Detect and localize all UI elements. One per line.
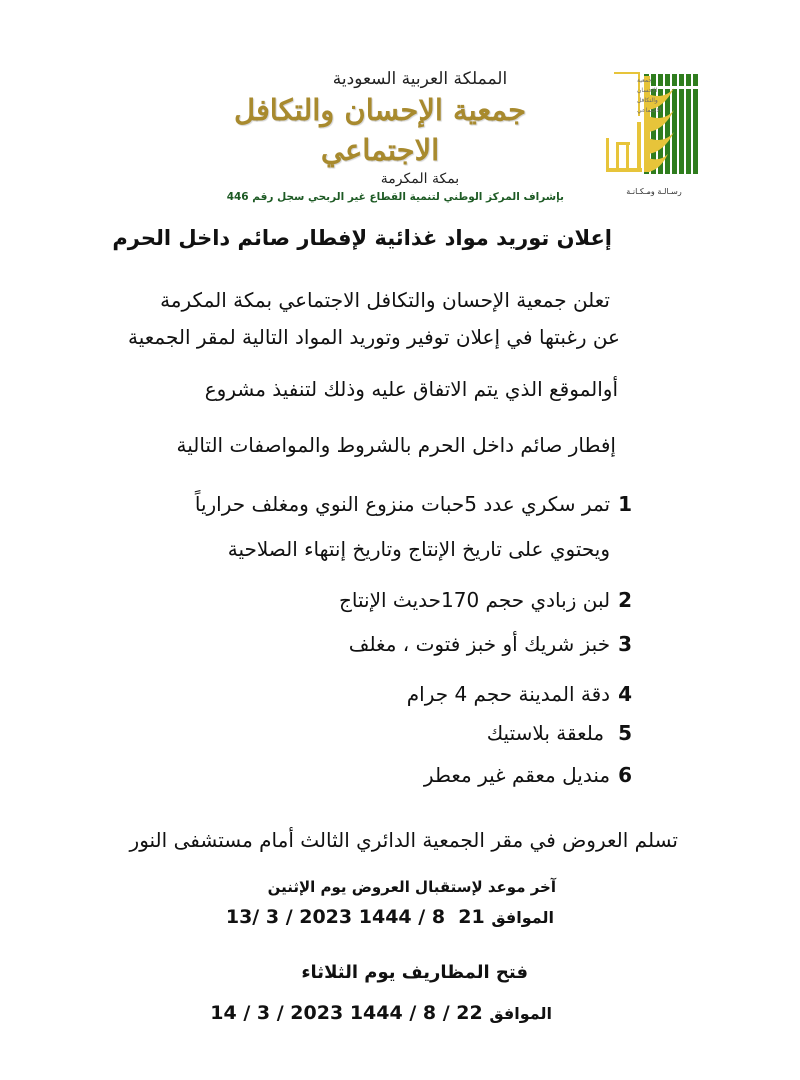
opening-gregorian: 14 / 3 / 2023	[210, 1002, 344, 1024]
deadline-gregorian: 13/ 3 / 2023	[225, 906, 353, 928]
intro-line-1: تعلن جمعية الإحسان والتكافل الاجتماعي بمكة المكرمة	[160, 288, 610, 312]
list-item-3	[349, 632, 632, 656]
kingdom-label: المملكة العربية السعودية	[332, 69, 508, 89]
list-item-1-continuation: ويحتوي على تاريخ الإنتاج وتاريخ إنتهاء الصلاحية	[227, 537, 610, 561]
svg-text:جمعية: جمعية	[637, 77, 653, 84]
item-text: ملعقة بلاستيك	[486, 721, 605, 745]
deadline-label: آخر موعد لإستقبال العروض يوم الإثنين	[267, 878, 556, 896]
deadline-hijri: 21 8 / 1444	[358, 906, 485, 928]
list-item-1	[195, 492, 632, 516]
opening-dates	[210, 1002, 552, 1024]
deadline-dates	[226, 906, 554, 928]
item-number: 6	[618, 763, 632, 787]
supervision-note: بإشراف المركز الوطني لتنمية القطاع غير الربحي سجل رقم 446	[226, 191, 564, 203]
svg-text:الإحسان: الإحسان	[637, 87, 658, 94]
opening-label: فتح المظاريف يوم الثلاثاء	[301, 962, 528, 983]
item-number: 3	[618, 632, 632, 656]
svg-text:الاجتماعي: الاجتماعي	[637, 107, 662, 114]
opening-hijri: 22 / 8 / 1444	[349, 1002, 483, 1024]
ihsan-logo-icon	[604, 72, 704, 198]
association-name: جمعية الإحسان والتكافل الاجتماعي	[233, 93, 527, 167]
delivery-note: تسلم العروض في مقر الجمعية الدائري الثالث أمام مستشفى النور	[129, 828, 678, 852]
intro-line-2: عن رغبتها في إعلان توفير وتوريد المواد التالية لمقر الجمعية	[127, 325, 620, 349]
list-item-5	[487, 721, 632, 745]
svg-text:رسـالـة ومـكـانـة: رسـالـة ومـكـانـة	[626, 187, 682, 196]
intro-line-4: إفطار صائم داخل الحرم بالشروط والمواصفات التالية	[176, 433, 616, 457]
item-text: تمر سكري عدد 5حبات منزوع النوي ومغلف حرارياً	[194, 492, 611, 516]
item-text: دقة المدينة حجم 4 جرام	[406, 682, 611, 706]
intro-line-3: أوالموقع الذي يتم الاتفاق عليه وذلك لتنفيذ مشروع	[204, 377, 618, 401]
letterhead	[180, 68, 580, 206]
item-text: لبن زبادي حجم 170حديث الإنتاج	[339, 588, 611, 612]
city-label: بمكة المكرمة	[380, 171, 460, 187]
item-text: منديل معقم غير معطر	[423, 763, 611, 787]
list-item-2	[339, 588, 632, 612]
deadline-corresponds: الموافق	[491, 908, 554, 927]
svg-text:والتكافل: والتكافل	[637, 97, 658, 104]
list-item-4	[407, 682, 632, 706]
item-number: 2	[618, 588, 632, 612]
list-item-6	[424, 763, 632, 787]
item-number: 1	[618, 492, 632, 516]
item-number: 4	[618, 682, 632, 706]
document-title: إعلان توريد مواد غذائية لإفطار صائم داخل الحرم	[112, 226, 612, 250]
opening-corresponds: الموافق	[489, 1004, 552, 1023]
item-text: خبز شريك أو خبز فتوت ، مغلف	[348, 632, 611, 656]
item-number: 5	[618, 721, 632, 745]
